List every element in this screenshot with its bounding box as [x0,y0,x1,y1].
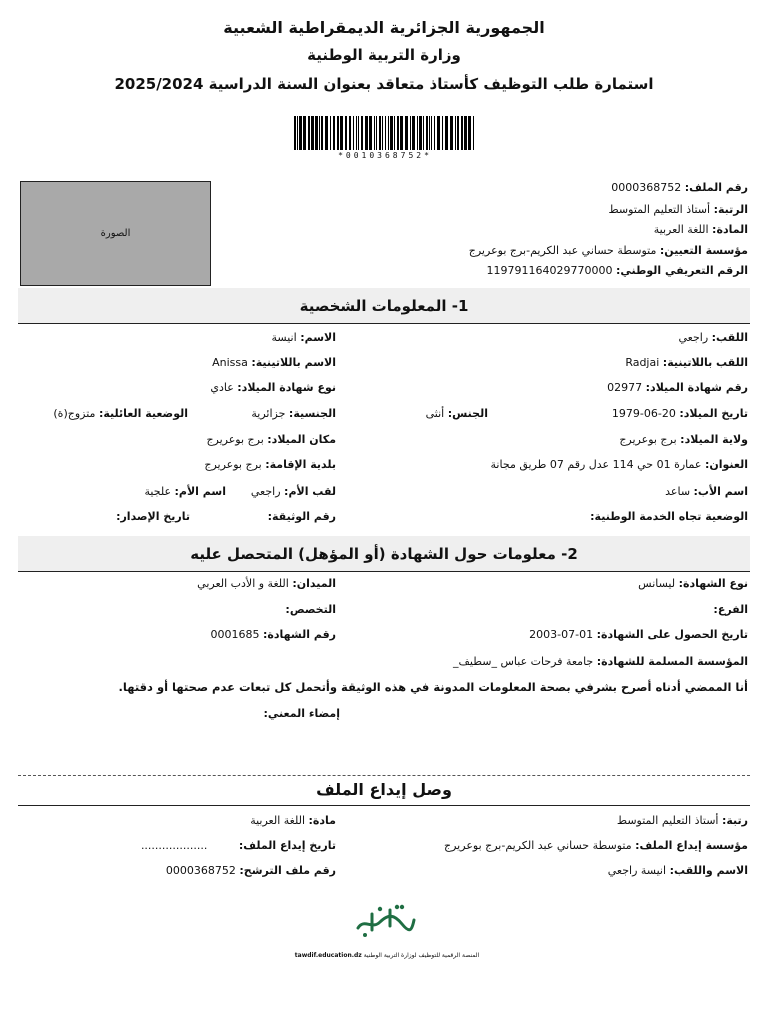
barcode-bar [450,116,453,150]
mother-surname-value: راجعي [250,485,281,498]
surname-label: اللقب: [711,331,748,344]
barcode-bar [333,116,335,150]
receipt-candidacy-field [166,864,336,877]
receipt-rank-field [617,814,748,827]
surname-field [678,331,748,344]
subject-label: المادة: [712,223,748,236]
birth-cert-no-label: رقم شهادة الميلاد: [645,381,748,394]
birth-date-label: تاريخ الميلاد: [679,407,748,420]
surname-latin-label: اللقب باللاتينية: [662,356,748,369]
receipt-candidacy-label: رقم ملف الترشح: [239,864,336,877]
degree-spec-label: التخصص: [285,603,336,616]
receipt-institution-label: مؤسسة إيداع الملف: [635,839,748,852]
barcode-bar [356,116,357,150]
republic-title: الجمهورية الجزائرية الديمقراطية الشعبية [223,18,545,37]
barcode-bar [330,116,331,150]
name-value: انيسة [271,331,297,344]
degree-institution-field [453,655,748,668]
institution-row [469,244,748,257]
marital-value: متزوج(ة) [53,407,96,420]
name-latin-label: الاسم باللاتينية: [251,356,336,369]
receipt-deposit-date-value: ................... [140,839,208,852]
photo-label: الصورة [100,228,131,239]
section-personal-header [18,288,750,324]
gender-label: الجنس: [447,407,488,420]
surname-latin-value: Radjai [625,356,660,369]
barcode-bar [394,116,395,150]
barcode-bars [292,116,478,150]
address-value: عمارة 01 حي 114 عدل رقم 07 طريق مجانة [490,458,702,471]
birth-place-field [206,433,336,446]
barcode-bar [303,116,306,150]
marital-label: الوضعية العائلية: [98,407,188,420]
rank-value: أستاذ التعليم المتوسط [608,203,711,216]
birth-place-label: مكان الميلاد: [267,433,336,446]
barcode-bar [299,116,302,150]
residence-label: بلدية الإقامة: [265,458,336,471]
degree-no-value: 0001685 [210,628,260,641]
footer-text: المنصة الرقمية للتوظيف لوزارة التربية الوطنية [363,952,480,959]
barcode-bar [311,116,314,150]
mother-name-label: اسم الأم: [174,485,226,498]
father-field [665,485,748,498]
address-label: العنوان: [704,458,748,471]
birth-cert-type-value: عادي [210,381,234,394]
degree-no-field [210,628,336,641]
cut-line [18,775,750,776]
residence-field [204,458,336,471]
rank-row [608,203,748,216]
birth-cert-type-field [210,381,336,394]
barcode-bar [464,116,467,150]
barcode-bar [429,116,430,150]
tawdif-logo-mark [350,900,420,940]
rank-label: الرتبة: [713,203,748,216]
degree-institution-value: جامعة فرحات عباس _سطيف_ [453,655,594,668]
barcode-bar [308,116,310,150]
receipt-subject-label: مادة: [308,814,336,827]
birth-wilaya-value: برج بوعريرج [619,433,677,446]
receipt-rank-label: رتبة: [721,814,748,827]
mother-surname-field [251,485,336,498]
receipt-subject-field [250,814,336,827]
father-label: اسم الأب: [693,485,748,498]
name-field [272,331,336,344]
degree-date-label: تاريخ الحصول على الشهادة: [596,628,748,641]
degree-date-value: 01-07-2003 [529,628,594,641]
barcode-bar [345,116,347,150]
barcode-bar [417,116,418,150]
military-label: الوضعية تجاه الخدمة الوطنية: [590,510,748,523]
doc-no-field [268,510,336,523]
gender-value: أنثى [425,407,445,420]
receipt-fullname-value: انيسة راجعي [607,864,667,877]
barcode-bar [376,116,377,150]
birth-wilaya-label: ولاية الميلاد: [680,433,748,446]
barcode-bar [457,116,459,150]
mother-name-value: علجية [144,485,172,498]
birth-date-field [612,407,748,420]
birth-wilaya-field [619,433,748,446]
barcode-bar [353,116,354,150]
degree-date-field [529,628,748,641]
address-field [491,458,748,471]
birth-cert-type-label: نوع شهادة الميلاد: [237,381,336,394]
barcode-bar [390,116,393,150]
institution-label: مؤسسة التعيين: [659,244,748,257]
subject-row [654,223,748,236]
form-title: استمارة طلب التوظيف كأستاذ متعاقد بعنوان السنة الدراسية 2025/2024 [114,75,654,93]
barcode-bar [423,116,424,150]
barcode [292,116,478,160]
degree-type-field [638,577,748,590]
barcode-bar [431,116,432,150]
nin-value: 119791164029770000 [486,264,613,277]
barcode-bar [382,116,383,150]
barcode-bar [385,116,386,150]
nationality-label: الجنسية: [288,407,336,420]
surname-latin-field [625,356,748,369]
gender-field [426,407,488,420]
birth-cert-no-value: 02977 [607,381,643,394]
receipt-subject-value: اللغة العربية [250,814,306,827]
barcode-bar [297,116,298,150]
name-latin-field [212,356,336,369]
receipt-deposit-date-field [141,839,336,852]
barcode-bar [349,116,351,150]
barcode-bar [361,116,363,150]
nin-label: الرقم التعريفي الوطني: [615,264,748,277]
footer [0,952,768,959]
birth-cert-no-field [607,381,748,394]
mother-name-field [145,485,227,498]
nationality-field [251,407,336,420]
receipt-fullname-label: الاسم واللقب: [669,864,748,877]
barcode-bar [294,116,296,150]
barcode-bar [365,116,368,150]
barcode-bar [434,116,435,150]
doc-no-label: رقم الوثيقة: [267,510,336,523]
name-label: الاسم: [300,331,336,344]
receipt-divider [18,805,750,806]
degree-branch-label: الفرع: [713,603,748,616]
signature-label: إمضاء المعني: [263,707,340,720]
section-degree-header [18,536,750,572]
military-field [590,510,748,523]
birth-date-value: 20-06-1979 [611,407,676,420]
barcode-bar [410,116,411,150]
degree-no-label: رقم الشهادة: [262,628,336,641]
section-personal-title: 1- المعلومات الشخصية [299,296,469,315]
barcode-bar [468,116,471,150]
barcode-bar [319,116,320,150]
barcode-bar [358,116,359,150]
institution-value: متوسطة حساني عبد الكريم-برج بوعريرج [468,244,657,257]
tawdif-logo [350,900,420,940]
receipt-institution-field [444,839,748,852]
barcode-bar [405,116,408,150]
barcode-bar [374,116,375,150]
issue-date-field [116,510,190,523]
barcode-bar [473,116,474,150]
receipt-deposit-date-label: تاريخ إيداع الملف: [238,839,336,852]
issue-date-label: تاريخ الإصدار: [116,510,190,523]
receipt-rank-value: أستاذ التعليم المتوسط [616,814,719,827]
barcode-text: *0010368752* [338,151,432,160]
degree-type-label: نوع الشهادة: [678,577,748,590]
degree-field-field [197,577,336,590]
marital-field [53,407,188,420]
footer-url: tawdif.education.dz [294,952,362,959]
file-number-row [611,181,748,194]
degree-type-value: ليسانس [638,577,676,590]
name-latin-value: Anissa [212,356,248,369]
barcode-bar [455,116,456,150]
barcode-bar [426,116,428,150]
subject-value: اللغة العربية [653,223,709,236]
surname-value: راجعي [678,331,709,344]
barcode-bar [419,116,422,150]
father-value: ساعد [665,485,691,498]
degree-institution-label: المؤسسة المسلمة للشهادة: [596,655,748,668]
declaration-statement: أنا الممضي أدناه أصرح بشرفي بصحة المعلومات المدونة في هذه الوثيقة وأتحمل كل تبعات عدم صحتها أو دقتها. [118,680,748,694]
barcode-bar [369,116,372,150]
barcode-bar [397,116,399,150]
file-number-label: رقم الملف: [684,181,748,194]
barcode-bar [445,116,448,150]
barcode-bar [442,116,443,150]
barcode-bar [321,116,323,150]
receipt-institution-value: متوسطة حساني عبد الكريم-برج بوعريرج [444,839,632,852]
barcode-bar [315,116,318,150]
degree-spec-field [285,603,336,616]
barcode-bar [337,116,339,150]
degree-branch-field [713,603,748,616]
receipt-fullname-field [608,864,748,877]
mother-surname-label: لقب الأم: [284,485,336,498]
file-number-value: 0000368752 [611,181,682,194]
barcode-bar [461,116,463,150]
section-degree-title: 2- معلومات حول الشهادة (أو المؤهل) المتحصل عليه [190,544,578,563]
photo-placeholder [20,181,211,286]
nin-row [486,264,748,277]
birth-place-value: برج بوعريرج [206,433,264,446]
barcode-bar [437,116,440,150]
degree-field-value: اللغة و الأدب العربي [197,577,289,590]
receipt-title: وصل إيداع الملف [316,780,452,799]
barcode-bar [412,116,415,150]
barcode-bar [325,116,328,150]
barcode-bar [400,116,403,150]
barcode-bar [388,116,389,150]
barcode-bar [379,116,381,150]
ministry-title: وزارة التربية الوطنية [307,46,461,64]
degree-field-label: الميدان: [292,577,336,590]
receipt-candidacy-value: 0000368752 [165,864,236,877]
nationality-value: جزائرية [251,407,286,420]
barcode-bar [340,116,343,150]
residence-value: برج بوعريرج [204,458,262,471]
